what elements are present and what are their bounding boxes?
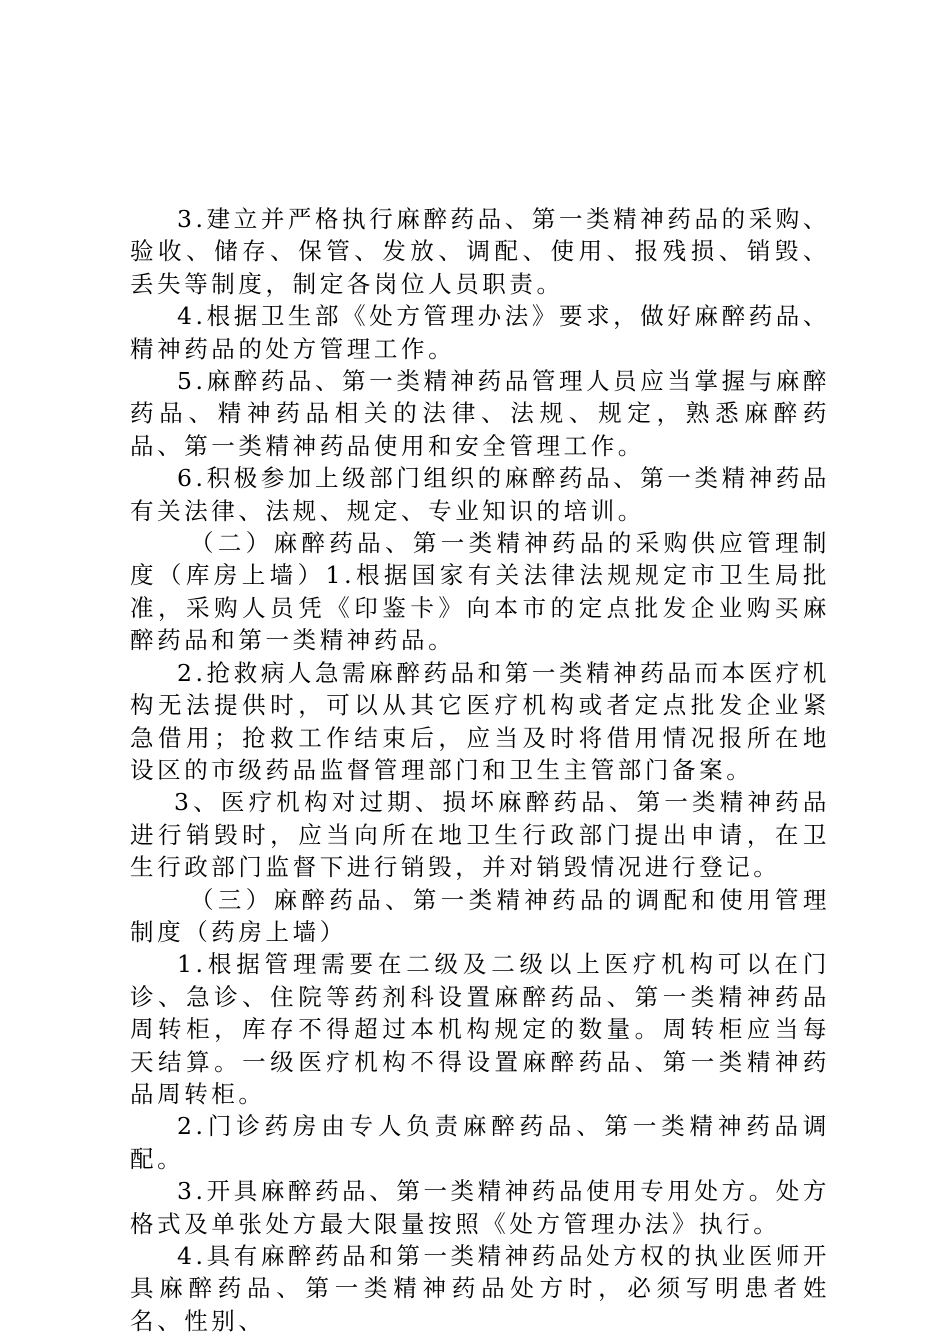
paragraph-prescriber-requirements: 4.具有麻醉药品和第一类精神药品处方权的执业医师开具麻醉药品、第一类精神药品处方时，必须写明患者姓名、性别、: [130, 1242, 830, 1335]
paragraph-destruction: 3、医疗机构对过期、损坏麻醉药品、第一类精神药品进行销毁时，应当向所在地卫生行政部门提出申请，在卫生行政部门监督下进行销毁，并对销毁情况进行登记。: [130, 788, 830, 882]
paragraph-outpatient-pharmacy: 2.门诊药房由专人负责麻醉药品、第一类精神药品调配。: [130, 1112, 830, 1173]
section-heading-dispensing-management: （三）麻醉药品、第一类精神药品的调配和使用管理制度（药房上墙）: [130, 885, 830, 946]
document-body: [130, 203, 830, 1337]
paragraph-training: 6.积极参加上级部门组织的麻醉药品、第一类精神药品有关法律、法规、规定、专业知识的培训。: [130, 464, 830, 525]
paragraph-turnover-cabinet: 1.根据管理需要在二级及二级以上医疗机构可以在门诊、急诊、住院等药剂科设置麻醉药品、第一类精神药品周转柜，库存不得超过本机构规定的数量。周转柜应当每天结算。一级医疗机构不得设置麻醉药品、第一类精神药品周转柜。: [130, 950, 830, 1108]
paragraph-prescription-management: 4.根据卫生部《处方管理办法》要求，做好麻醉药品、精神药品的处方管理工作。: [130, 302, 830, 363]
paragraph-special-prescription: 3.开具麻醉药品、第一类精神药品使用专用处方。处方格式及单张处方最大限量按照《处方管理办法》执行。: [130, 1177, 830, 1238]
paragraph-procurement-rules: 3.建立并严格执行麻醉药品、第一类精神药品的采购、验收、储存、保管、发放、调配、使用、报残损、销毁、丢失等制度，制定各岗位人员职责。: [130, 205, 830, 298]
paragraph-emergency-borrowing: 2.抢救病人急需麻醉药品和第一类精神药品而本医疗机构无法提供时，可以从其它医疗机构或者定点批发企业紧急借用；抢救工作结束后，应当及时将借用情况报所在地设区的市级药品监督管理部门和卫生主管部门备案。: [130, 658, 830, 784]
paragraph-staff-knowledge: 5.麻醉药品、第一类精神药品管理人员应当掌握与麻醉药品、精神药品相关的法律、法规、规定，熟悉麻醉药品、第一类精神药品使用和安全管理工作。: [130, 367, 830, 460]
section-heading-supply-management: （二）麻醉药品、第一类精神药品的采购供应管理制度（库房上墙）1.根据国家有关法律法规规定市卫生局批准，采购人员凭《印鉴卡》向本市的定点批发企业购买麻醉药品和第一类精神药品。: [130, 529, 830, 655]
